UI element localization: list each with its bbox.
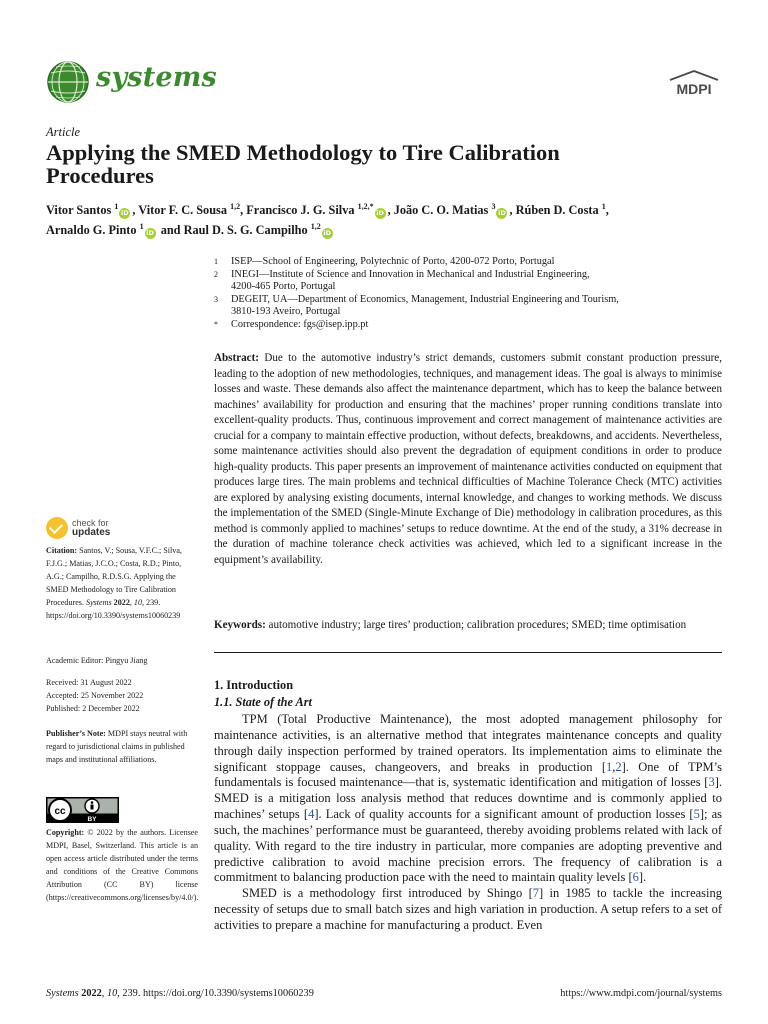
paragraph-text: ].: [638, 870, 647, 885]
author-name[interactable]: Arnaldo G. Pinto: [46, 223, 137, 238]
author-name[interactable]: Francisco J. G. Silva: [246, 203, 355, 218]
citation-link[interactable]: 1: [606, 759, 613, 774]
author-name[interactable]: Vitor Santos: [46, 203, 112, 218]
abstract-label: Abstract:: [214, 352, 259, 364]
footer-journal-url[interactable]: https://www.mdpi.com/journal/systems: [560, 988, 722, 999]
paragraph-text: ]. One of TPM’s fundamentals is focused maintenance—that is, systematic identification and mitigation of losses [: [214, 759, 722, 790]
author-connector: and: [160, 223, 181, 238]
correspondence-email[interactable]: Correspondence: fgs@isep.ipp.pt: [231, 318, 369, 330]
affiliation-marker: 1: [139, 222, 144, 232]
author-name[interactable]: João C. O. Matias: [393, 203, 489, 218]
orcid-icon[interactable]: iD: [498, 209, 506, 218]
received-date: Received: 31 August 2022: [46, 678, 132, 687]
affiliation-item: [214, 256, 724, 269]
orcid-icon[interactable]: iD: [323, 229, 332, 238]
publisher-note-label: Publisher’s Note:: [46, 729, 106, 738]
author-name[interactable]: Raul D. S. G. Campilho: [183, 223, 308, 238]
accepted-date: Accepted: 25 November 2022: [46, 691, 144, 700]
orcid-icon[interactable]: iD: [121, 209, 129, 218]
paragraph: [214, 886, 722, 934]
footer-journal: Systems: [46, 988, 79, 999]
paragraph-text: TPM (Total Productive Maintenance), the most adopted management philosophy for maintenance activities, is an alternative method that integrates maintenance concepts and quality through daily inspection performed by trained operators. Its implementation aims to eliminate the significant stoppage causes, changeovers, and breaks in production [: [214, 712, 722, 774]
academic-editor: Academic Editor: Pingyu Jiang: [46, 656, 148, 665]
author-name[interactable]: Vitor F. C. Sousa: [138, 203, 227, 218]
paragraph-text: ]; as such, the machines’ performance must be guaranteed, thereby avoiding problems related with lack of quality. With regard to the tire industry in particular, more companies are adopting preventive and predictive calibration to avoid machine precision errors. The frequency of calibration is a commitment to balancing production pace with the need to maintain quality levels [: [214, 807, 723, 885]
citation-journal: Systems: [86, 598, 112, 607]
section-heading: 1. Introduction: [214, 678, 294, 692]
publisher-note: [46, 727, 198, 766]
affiliation-marker: 1,2: [230, 202, 241, 211]
article-title: Applying the SMED Methodology to Tire Calibration Procedures: [46, 140, 560, 188]
affiliation-marker: 1: [114, 202, 119, 211]
citation-text: Santos, V.; Sousa, V.F.C.; Silva, F.J.G.; Matias, J.C.O.; Costa, R.D.; Pinto, A.G.; Campilho, R.D.S.G. Applying the SMED Methodology to Tire Calibration Procedures.: [46, 546, 182, 607]
affiliation-item: [214, 269, 724, 294]
paragraph-text: ]. Lack of quality accounts for a significant amount of production losses [: [314, 807, 694, 822]
affiliation-item: [214, 319, 724, 332]
check-for-updates-button[interactable]: [46, 517, 126, 541]
citation-year: 2022: [113, 598, 130, 607]
orcid-icon[interactable]: iD: [376, 209, 384, 218]
citation-link[interactable]: 6: [632, 870, 639, 885]
footer-doi[interactable]: , 239. https://doi.org/10.3390/systems10060239: [117, 988, 314, 999]
affiliations: [214, 256, 724, 331]
published-date: Published: 2 December 2022: [46, 704, 140, 713]
citation-volume: 10: [133, 598, 142, 607]
footer-volume: 10: [106, 988, 118, 999]
body-text: [214, 712, 722, 934]
affiliation-text: ISEP—School of Engineering, Polytechnic of Porto, 4200-072 Porto, Portugal: [231, 256, 555, 267]
affiliation-item: [214, 294, 724, 319]
citation-block: Citation: Santos, V.; Sousa, V.F.C.; Silva, F.J.G.; Matias, J.C.O.; Costa, R.D.; Pinto, A.G.; Campilho, R.D.S.G. Applying the SMED Methodology to Tire Calibration Procedures. Systems 2022, 10, 239. https://doi.org/10.3390/systems10060239: [46, 546, 182, 620]
citation-link[interactable]: 4: [308, 807, 315, 822]
copyright-label: Copyright:: [46, 828, 85, 837]
paragraph-text: ,: [612, 759, 616, 774]
keywords: [214, 618, 724, 633]
article-type: Article: [46, 125, 81, 139]
keywords-text: automotive industry; large tires’ production; calibration procedures; SMED; time optimisation: [268, 619, 687, 631]
citation-doi[interactable]: , 239. https://doi.org/10.3390/systems10060239: [46, 598, 181, 620]
cc-by-label: BY: [87, 816, 97, 823]
affiliation-marker: 3: [491, 202, 496, 211]
section-divider: [214, 652, 722, 653]
affiliation-text: 3810-193 Aveiro, Portugal: [231, 306, 341, 317]
journal-name: systems: [96, 62, 217, 93]
citation-link[interactable]: 3: [708, 775, 715, 790]
mdpi-logo: [667, 68, 721, 100]
publisher-note-text: MDPI stays neutral with regard to jurisdictional claims in published maps and institutional affiliations.: [46, 729, 188, 764]
affiliation-text: INEGI—Institute of Science and Innovation in Mechanical and Industrial Engineering,: [231, 268, 590, 280]
publication-dates: [46, 676, 198, 715]
paragraph: [214, 712, 722, 886]
affiliation-number: *: [214, 319, 218, 329]
keywords-label: Keywords:: [214, 619, 266, 631]
affiliation-number: 2: [214, 269, 218, 279]
check-for-updates-line1: check for: [72, 518, 109, 528]
footer-year: 2022: [81, 988, 102, 999]
affiliation-marker: 1,2,*: [357, 202, 374, 211]
footer-citation: Systems 2022, 10, 239. https://doi.org/10.3390/systems10060239: [46, 988, 314, 999]
affiliation-text: DEGEIT, UA—Department of Economics, Management, Industrial Engineering and Tourism,: [231, 293, 619, 305]
paragraph-text: SMED is a methodology first introduced by Shingo [: [242, 886, 533, 901]
mdpi-logo-text: MDPI: [676, 81, 712, 97]
citation-link[interactable]: 2: [615, 759, 622, 774]
paragraph-text: ] in 1985 to tackle the increasing necessity of setups due to small batch sizes and high variation in production. A setup refers to a set of activities to prepare a machine for manufacturing a product. Even: [214, 886, 722, 932]
journal-globe-icon: [46, 60, 90, 104]
affiliation-text: 4200-465 Porto, Portugal: [231, 281, 336, 292]
affiliation-number: 3: [214, 294, 218, 304]
abstract-text: Due to the automotive industry’s strict demands, customers submit constant production pressure, leading to the adoption of new methodologies, techniques, and management ideas. The goal is always to minimise losses and waste. These demands also affect the maintenance department, which has to keep the balance between machines’ availability for production and ensuring that the machines’ proper running conditions translate into excellent-quality products. Thus, continuous improvement and correct management of maintenance activities are crucial for a company to maintain effective production, without defects, breakdowns, and accidents. Nevertheless, some maintenance activities should also prevent the degradation of equipment conditions in order to produce high-quality products. This paper presents an improvement of maintenance activities conducted on equipment that produces large tires. The main problems and technical difficulties of Machine Tolerance Check (MTC) activities are explored by analysing existing documents, internal knowledge, and changes to working methods. We discuss the implementation of the SMED (Single-Minute Exchange of Die) methodology in calibration procedures, as this method is commonly applied to machines’ setups to reduce downtime. At the end of the study, a 31% decrease in the duration of machine tolerance check activities was achieved, which led to a significant increase in the equipment’s availability.: [214, 352, 722, 566]
svg-text:cc: cc: [54, 806, 66, 817]
citation-link[interactable]: 5: [693, 807, 700, 822]
affiliation-marker: 1: [601, 202, 606, 211]
citation-link[interactable]: 7: [532, 886, 540, 901]
affiliation-marker: 1,2: [310, 222, 321, 232]
check-for-updates-line2: updates: [72, 527, 111, 538]
cc-by-license-icon[interactable]: [46, 797, 119, 823]
author-name[interactable]: Rúben D. Costa: [515, 203, 599, 218]
paragraph-text: ]. SMED is a mitigation loss analysis method that reduces downtime and is commonly applied to machines’ setups [: [214, 775, 722, 822]
copyright-text: © 2022 by the authors. Licensee MDPI, Basel, Switzerland. This article is an open access article distributed under the terms and conditions of the Creative Commons Attribution (CC BY) license (https://creativecommons.org/licenses/by/4.0/).: [46, 828, 199, 902]
subsection-heading: 1.1. State of the Art: [214, 695, 312, 709]
orcid-icon[interactable]: iD: [146, 229, 154, 238]
author-list: Vitor Santos $^1$iD , Vitor F. C. Sousa $^{1,2}$, Francisco J. G. Silva $^{1,2,*}$iD , João C. O. Matias $^3$iD , Rúben D. Costa $^1$, Arnaldo G. Pinto $^1$iD and Raul D. S. G. Campilho $^{1,2}$iD: [46, 202, 609, 238]
check-icon: [46, 517, 68, 539]
citation-label: Citation:: [46, 546, 78, 555]
affiliation-number: 1: [214, 257, 218, 266]
copyright-block: [46, 826, 198, 904]
abstract: [214, 351, 722, 568]
